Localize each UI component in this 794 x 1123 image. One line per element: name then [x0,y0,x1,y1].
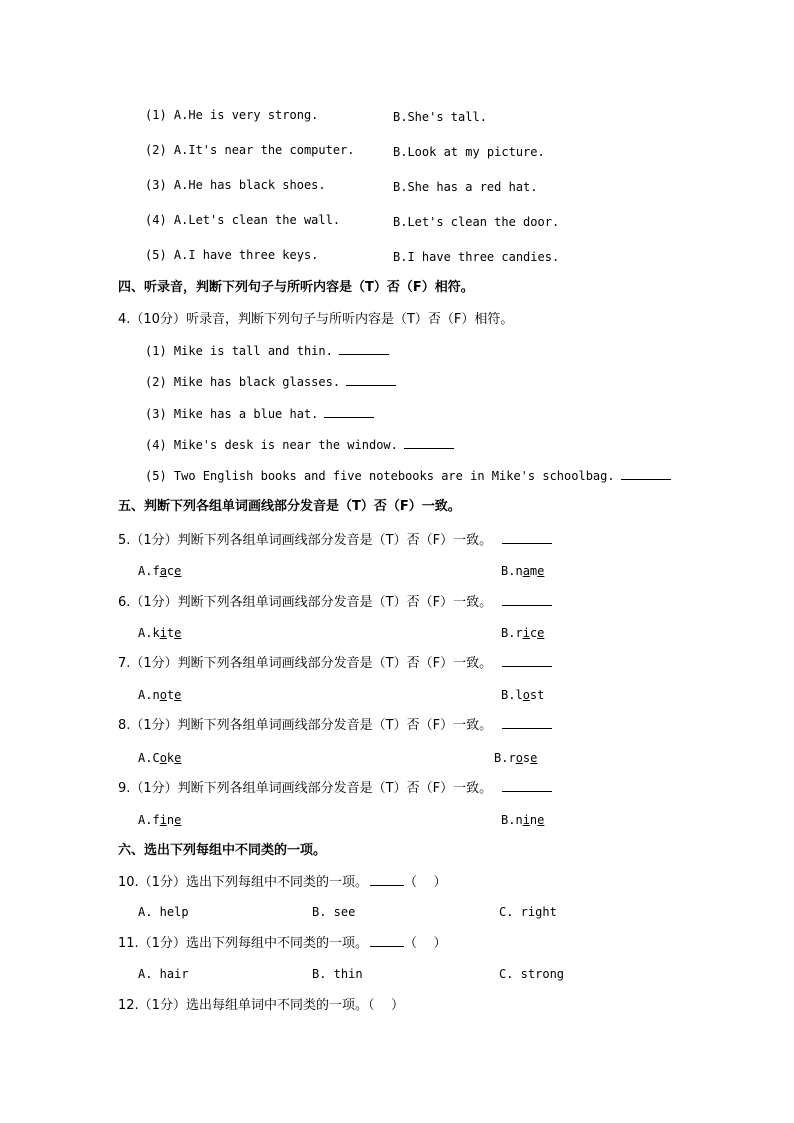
section-4-heading: 四、听录音，判断下列句子与所听内容是（T）否（F）相符。 [118,280,474,295]
word-part: t [166,688,175,702]
word-part: A.f [138,564,160,578]
pronunciation-question [118,654,552,672]
tf-item-text: (5) Two English books and five notebooks are in Mike's schoolbag. [145,469,615,483]
word-part: c [529,626,538,640]
option-a[interactable]: A. hair [138,967,189,981]
answer-blank[interactable] [502,779,552,792]
word-option-a [138,750,181,766]
option-b[interactable]: B. see [312,905,356,919]
answer-blank[interactable] [339,342,389,355]
question-10 [118,873,446,891]
underlined-letters: e [537,813,545,827]
word-option-b [494,750,537,766]
tf-item-text: (1) Mike is tall and thin. [145,344,333,358]
underlined-letters: e [174,688,182,702]
answer-blank[interactable] [370,934,404,947]
underlined-letters: e [174,564,182,578]
word-part: B.n [501,564,523,578]
tf-item [145,467,671,484]
word-part: st [529,688,545,702]
underlined-letters: e [174,813,182,827]
answer-blank[interactable] [346,373,396,386]
word-part: t [166,626,175,640]
tf-item-text: (3) Mike has a blue hat. [145,407,319,421]
word-option-b [501,625,544,641]
tf-item [145,342,389,359]
underlined-letters: i [159,813,167,827]
word-part: n [529,813,538,827]
question-text: 11.（1分）选出下列每组中不同类的一项。 [118,936,368,951]
pronunciation-question [118,716,552,734]
word-option-a [138,687,181,703]
option-b[interactable]: B. thin [312,967,363,981]
question-text: 10.（1分）选出下列每组中不同类的一项。 [118,875,368,890]
section-6-heading: 六、选出下列每组中不同类的一项。 [118,843,327,858]
underlined-letters: o [159,688,167,702]
tf-item-text: (2) Mike has black glasses. [145,375,341,389]
option-c[interactable]: C. strong [499,967,565,981]
tf-item-text: (4) Mike's desk is near the window. [145,438,398,452]
underlined-letters: e [537,626,545,640]
pronunciation-question [118,779,552,797]
question-text: 5.（1分）判断下列各组单词画线部分发音是（T）否（F）一致。 [118,533,493,548]
word-part: A.C [138,751,160,765]
option-a[interactable]: A. help [138,905,189,919]
pronunciation-question [118,531,552,549]
answer-paren[interactable]: （ ） [403,936,447,951]
answer-blank[interactable] [502,593,552,606]
underlined-letters: o [159,751,167,765]
choice-a: (2) A.It's near the computer. [145,143,355,157]
underlined-letters: i [159,626,167,640]
choice-a: (5) A.I have three keys. [145,248,319,262]
word-part: c [166,564,175,578]
tf-item [145,405,374,422]
answer-blank[interactable] [502,716,552,729]
question-text: 6.（1分）判断下列各组单词画线部分发音是（T）否（F）一致。 [118,595,493,610]
question-4: 4.（10分）听录音，判断下列句子与所听内容是（T）否（F）相符。 [118,312,514,327]
word-option-a [138,625,181,641]
word-part: s [522,751,531,765]
answer-paren[interactable]: （ ） [403,875,447,890]
word-part: B.r [494,751,516,765]
answer-blank[interactable] [370,873,404,886]
question-text: 7.（1分）判断下列各组单词画线部分发音是（T）否（F）一致。 [118,656,493,671]
word-option-b [501,687,544,703]
choice-b: B.Let's clean the door. [393,215,560,229]
pronunciation-question [118,593,552,611]
section-5-heading: 五、判断下列各组单词画线部分发音是（T）否（F）一致。 [118,499,461,514]
answer-blank[interactable] [404,436,454,449]
word-part: B.r [501,626,523,640]
underlined-letters: i [522,813,530,827]
underlined-letters: a [159,564,167,578]
underlined-letters: e [537,564,545,578]
word-option-b [501,812,544,828]
question-text: 8.（1分）判断下列各组单词画线部分发音是（T）否（F）一致。 [118,718,493,733]
tf-item [145,436,454,453]
word-part: B.n [501,813,523,827]
choice-a: (3) A.He has black shoes. [145,178,326,192]
underlined-letters: e [174,626,182,640]
question-text: 9.（1分）判断下列各组单词画线部分发音是（T）否（F）一致。 [118,781,493,796]
word-option-a [138,812,181,828]
underlined-letters: e [530,751,538,765]
choice-b: B.She's tall. [393,110,487,124]
underlined-letters: e [174,751,182,765]
choice-a: (1) A.He is very strong. [145,108,319,122]
choice-b: B.She has a red hat. [393,180,538,194]
answer-blank[interactable] [324,405,374,418]
word-part: A.n [138,688,160,702]
choice-b: B.I have three candies. [393,250,560,264]
option-c[interactable]: C. right [499,905,557,919]
answer-blank[interactable] [502,654,552,667]
underlined-letters: i [522,626,530,640]
underlined-letters: o [522,688,530,702]
underlined-letters: a [522,564,530,578]
answer-blank[interactable] [502,531,552,544]
word-part: B.l [501,688,523,702]
word-option-b [501,563,544,579]
word-option-a [138,563,181,579]
word-part: A.k [138,626,160,640]
answer-blank[interactable] [621,467,671,480]
underlined-letters: o [515,751,523,765]
word-part: A.f [138,813,160,827]
word-part: k [166,751,175,765]
choice-a: (4) A.Let's clean the wall. [145,213,341,227]
tf-item [145,373,396,390]
word-part: n [166,813,175,827]
question-12: 12.（1分）选出每组单词中不同类的一项。（ ） [118,998,404,1013]
choice-b: B.Look at my picture. [393,145,545,159]
question-11 [118,934,446,952]
word-part: m [529,564,538,578]
